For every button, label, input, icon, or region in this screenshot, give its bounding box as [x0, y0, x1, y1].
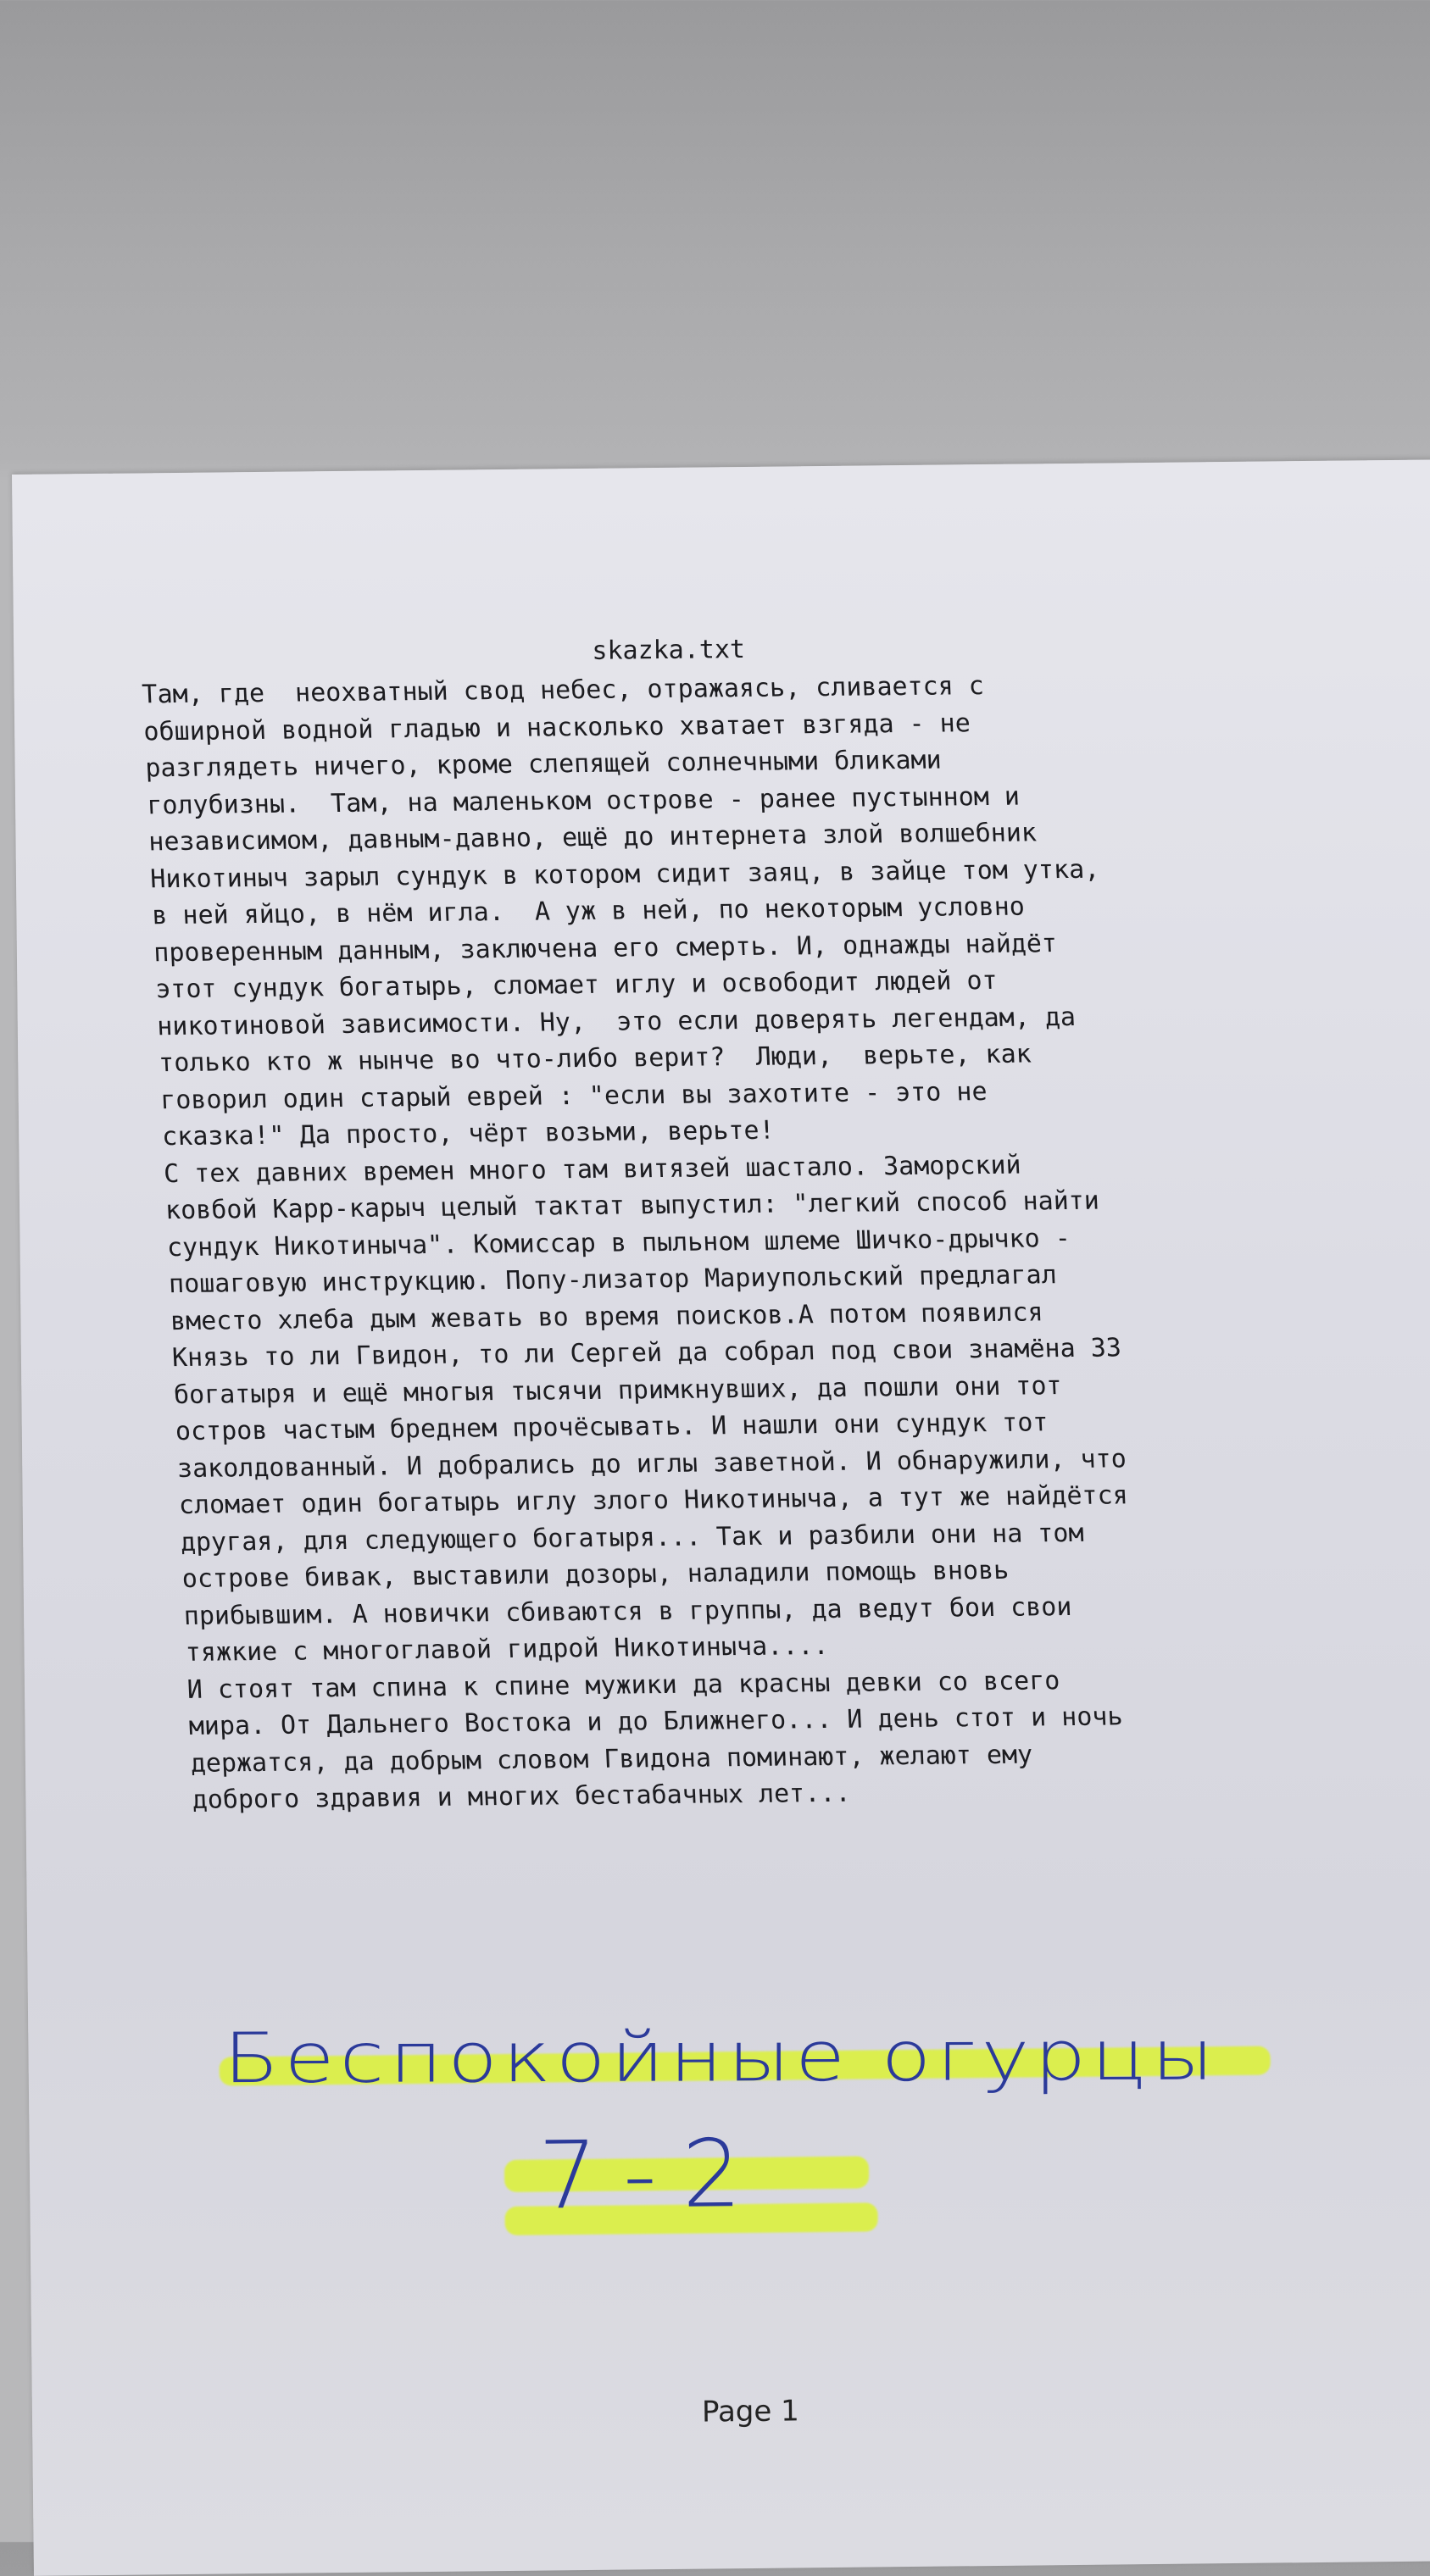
text-line: в ней яйцо, в нём игла. А уж в ней, по некоторым условно [151, 891, 1026, 931]
text-line: только кто ж нынче во что-либо верит? Люди, верьте, как [158, 1039, 1032, 1079]
text-line: пошаговую инструкцию. Попу-лизатор Мариупольский предлагал [168, 1260, 1058, 1300]
title-text: skazka.txt [592, 634, 746, 666]
text-line: острове бивак, выставили дозоры, наладили помощь вновь [181, 1555, 1010, 1594]
handwritten-team-name: Беспокойные огурцы [223, 2014, 1220, 2099]
text-line: богатыря и ещё многыя тысячи примкнувших, да пошли они тот [173, 1370, 1063, 1410]
text-line: вместо хлеба дым жевать во время поисков.А потом появился [170, 1296, 1044, 1336]
text-line: разглядеть ничего, кроме слепящей солнечными бликами [144, 745, 943, 784]
handwritten-score: 7-2 [537, 2118, 768, 2230]
text-line: тяжкие с многоглавой гидрой Никотиныча.... [185, 1630, 830, 1668]
text-line: независимом, давным-давно, ещё до интернета злой волшебник [147, 818, 1038, 858]
text-line: заколдованный. И добрались до иглы заветной. И обнаружили, что [176, 1443, 1127, 1484]
text-line: сказка!" Да просто, чёрт возьми, верьте! [161, 1115, 776, 1152]
text-line: остров частым бреднем прочёсывать. И нашли они сундук тот [175, 1407, 1049, 1447]
paper-sheet [12, 459, 1430, 2576]
text-line: доброго здравия и многих бестабачных лет... [191, 1778, 852, 1815]
document [12, 459, 1430, 2576]
text-line: этот сундук богатырь, сломает иглу и освободит людей от [154, 965, 999, 1005]
text-line: сундук Никотиныча". Комиссар в пыльном шлеме Шичко-дрычко - [166, 1223, 1071, 1263]
text-line: никотиновой зависимости. Ну, это если доверять легендам, да [156, 1002, 1077, 1041]
text-line: мира. От Дальнего Востока и до Ближнего... И день стот и ночь [187, 1702, 1124, 1741]
text-line: другая, для следующего богатыря... Так и разбили они на том [180, 1518, 1085, 1557]
text-line: Никотиныч зарыл сундук в котором сидит заяц, в зайце том утка, [149, 854, 1100, 894]
document-title [14, 627, 1430, 672]
text-line: прибывшим. А новички сбиваются в группы, да ведут бои свои [183, 1591, 1073, 1631]
text-line: Князь то ли Гвидон, то ли Сергей да собрал под свои знамёна 33 [171, 1333, 1122, 1374]
page-number: Page 1 [701, 2394, 799, 2429]
text-line: голубизны. Там, на маленьком острове - ранее пустынном и [146, 781, 1021, 820]
text-line: говорил один старый еврей : "если вы захотите - это не [159, 1076, 988, 1115]
text-line: Там, где неохватный свод небес, отражаясь, сливается с [141, 671, 985, 710]
text-line: сломает один богатырь иглу злого Никотиныча, а тут же найдётся [178, 1480, 1129, 1520]
document-body [142, 667, 1143, 1819]
text-line: обширной водной гладью и насколько хватает взгяда - не [142, 708, 971, 747]
text-line: проверенным данным, заключена его смерть. И, однажды найдёт [153, 928, 1058, 968]
text-line: И стоят там спина к спине мужики да красны девки со всего [186, 1665, 1061, 1705]
text-line: ковбой Карр-карыч целый тактат выпустил: "легкий способ найти [164, 1185, 1100, 1226]
text-line: С тех давних времен много там витязей шастало. Заморский [163, 1150, 1022, 1189]
text-line: держатся, да добрым словом Гвидона поминают, желают ему [189, 1739, 1033, 1779]
